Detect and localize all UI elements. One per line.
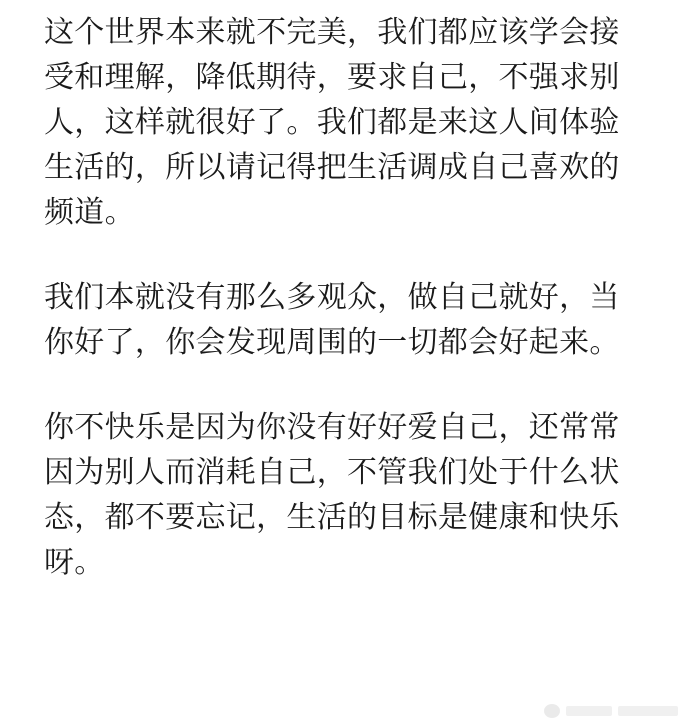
- watermark-mark: [566, 706, 612, 716]
- paragraph-line: 呀。: [44, 545, 105, 580]
- paragraph-line: 你好了，你会发现周围的一切都会好起来。: [44, 325, 620, 360]
- paragraph-3: [44, 405, 644, 585]
- paragraph-line: 人，这样就很好了。我们都是来这人间体验: [44, 105, 620, 140]
- paragraph-line: 你不快乐是因为你没有好好爱自己，还常常: [44, 410, 620, 445]
- watermark-mark: [618, 706, 678, 716]
- watermark-logo-icon: [544, 704, 560, 718]
- paragraph-line: 受和理解，降低期待，要求自己，不强求别: [44, 60, 620, 95]
- paragraph-1: [44, 10, 644, 235]
- paragraph-line: 我们本就没有那么多观众，做自己就好，当: [44, 280, 620, 315]
- paragraph-line: 生活的，所以请记得把生活调成自己喜欢的: [44, 150, 620, 185]
- paragraph-line: 这个世界本来就不完美，我们都应该学会接: [44, 15, 620, 50]
- paragraph-line: 因为别人而消耗自己，不管我们处于什么状: [44, 455, 620, 490]
- paragraph-2: [44, 275, 644, 365]
- paragraph-line: 频道。: [44, 195, 135, 230]
- watermark: [498, 703, 678, 719]
- paragraph-line: 态，都不要忘记，生活的目标是健康和快乐: [44, 500, 620, 535]
